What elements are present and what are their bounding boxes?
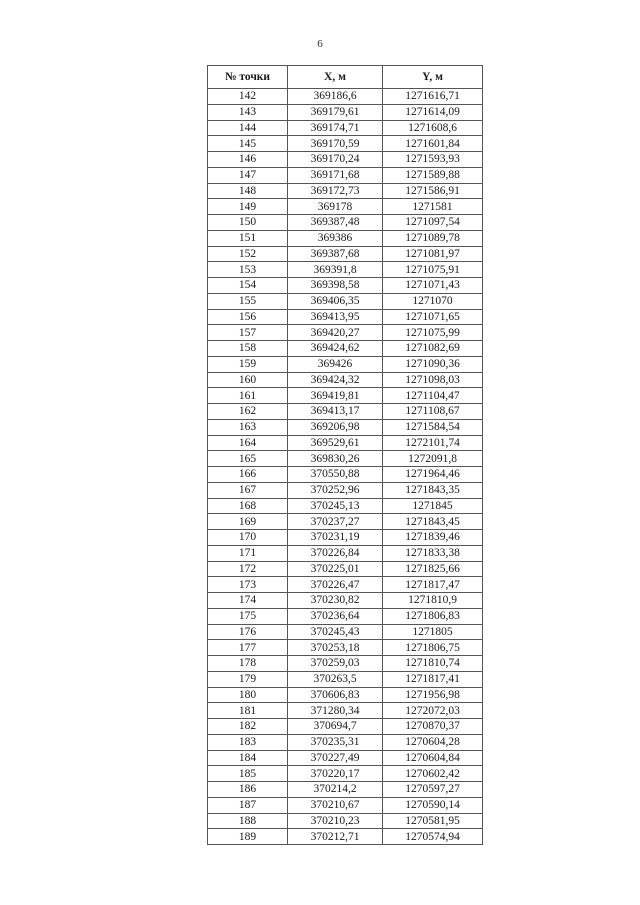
table-row	[208, 246, 483, 262]
table-row	[208, 687, 483, 703]
cell-point-number: 169	[208, 514, 288, 530]
table-row	[208, 120, 483, 136]
cell-y: 1271810,9	[383, 593, 483, 609]
table-row	[208, 230, 483, 246]
cell-y: 1271843,45	[383, 514, 483, 530]
cell-x: 370253,18	[288, 640, 383, 656]
cell-y: 1271108,67	[383, 404, 483, 420]
cell-y: 1271070	[383, 293, 483, 309]
cell-y: 1271806,75	[383, 640, 483, 656]
table-row	[208, 703, 483, 719]
cell-y: 1272091,8	[383, 451, 483, 467]
cell-y: 1271589,88	[383, 167, 483, 183]
table-row	[208, 356, 483, 372]
table-row	[208, 278, 483, 294]
cell-point-number: 165	[208, 451, 288, 467]
table-row	[208, 152, 483, 168]
cell-point-number: 151	[208, 230, 288, 246]
cell-y: 1271089,78	[383, 230, 483, 246]
table-row	[208, 734, 483, 750]
cell-y: 1271616,71	[383, 89, 483, 105]
table-row	[208, 766, 483, 782]
cell-y: 1271593,93	[383, 152, 483, 168]
table-row	[208, 498, 483, 514]
cell-point-number: 176	[208, 624, 288, 640]
cell-y: 1270574,94	[383, 829, 483, 845]
cell-point-number: 183	[208, 734, 288, 750]
cell-y: 1271601,84	[383, 136, 483, 152]
table-row	[208, 435, 483, 451]
cell-point-number: 148	[208, 183, 288, 199]
cell-x: 370225,01	[288, 561, 383, 577]
cell-x: 370210,23	[288, 813, 383, 829]
cell-point-number: 188	[208, 813, 288, 829]
table-row	[208, 388, 483, 404]
cell-point-number: 157	[208, 325, 288, 341]
table-row	[208, 167, 483, 183]
table-row	[208, 561, 483, 577]
cell-point-number: 178	[208, 656, 288, 672]
header-x: X, м	[288, 66, 383, 89]
cell-y: 1271584,54	[383, 419, 483, 435]
cell-y: 1272101,74	[383, 435, 483, 451]
cell-y: 1270604,28	[383, 734, 483, 750]
table-row	[208, 671, 483, 687]
table-row	[208, 482, 483, 498]
cell-x: 370550,88	[288, 467, 383, 483]
cell-x: 369413,95	[288, 309, 383, 325]
table-row	[208, 640, 483, 656]
table-row	[208, 577, 483, 593]
cell-x: 369387,48	[288, 215, 383, 231]
cell-y: 1271104,47	[383, 388, 483, 404]
table-row	[208, 262, 483, 278]
cell-point-number: 147	[208, 167, 288, 183]
cell-y: 1271081,97	[383, 246, 483, 262]
table-row	[208, 293, 483, 309]
cell-y: 1271833,38	[383, 545, 483, 561]
cell-x: 369386	[288, 230, 383, 246]
cell-x: 369179,61	[288, 104, 383, 120]
table-row	[208, 530, 483, 546]
cell-y: 1271956,98	[383, 687, 483, 703]
cell-point-number: 181	[208, 703, 288, 719]
cell-y: 1271075,99	[383, 325, 483, 341]
cell-x: 370263,5	[288, 671, 383, 687]
cell-x: 370694,7	[288, 719, 383, 735]
cell-point-number: 156	[208, 309, 288, 325]
cell-x: 369398,58	[288, 278, 383, 294]
table-row	[208, 89, 483, 105]
cell-x: 369172,73	[288, 183, 383, 199]
cell-y: 1270602,42	[383, 766, 483, 782]
cell-y: 1271075,91	[383, 262, 483, 278]
cell-x: 369170,59	[288, 136, 383, 152]
cell-point-number: 171	[208, 545, 288, 561]
cell-y: 1271839,46	[383, 530, 483, 546]
cell-point-number: 162	[208, 404, 288, 420]
table-row	[208, 341, 483, 357]
cell-y: 1271805	[383, 624, 483, 640]
cell-point-number: 184	[208, 750, 288, 766]
table-row	[208, 372, 483, 388]
cell-x: 370236,64	[288, 608, 383, 624]
cell-x: 370227,49	[288, 750, 383, 766]
cell-x: 369391,8	[288, 262, 383, 278]
cell-x: 369170,24	[288, 152, 383, 168]
cell-x: 369206,98	[288, 419, 383, 435]
cell-y: 1271845	[383, 498, 483, 514]
cell-y: 1271090,36	[383, 356, 483, 372]
table-row	[208, 309, 483, 325]
cell-y: 1271071,43	[383, 278, 483, 294]
table-row	[208, 215, 483, 231]
cell-point-number: 163	[208, 419, 288, 435]
cell-x: 370237,27	[288, 514, 383, 530]
cell-point-number: 143	[208, 104, 288, 120]
cell-point-number: 185	[208, 766, 288, 782]
cell-point-number: 154	[208, 278, 288, 294]
cell-point-number: 167	[208, 482, 288, 498]
table-row	[208, 404, 483, 420]
table-row	[208, 419, 483, 435]
cell-x: 370230,82	[288, 593, 383, 609]
cell-x: 369529,61	[288, 435, 383, 451]
cell-point-number: 158	[208, 341, 288, 357]
cell-x: 370235,31	[288, 734, 383, 750]
cell-y: 1271817,47	[383, 577, 483, 593]
cell-point-number: 155	[208, 293, 288, 309]
table-row	[208, 719, 483, 735]
cell-point-number: 182	[208, 719, 288, 735]
cell-y: 1271608,6	[383, 120, 483, 136]
cell-x: 370245,43	[288, 624, 383, 640]
cell-y: 1271082,69	[383, 341, 483, 357]
cell-point-number: 145	[208, 136, 288, 152]
cell-point-number: 175	[208, 608, 288, 624]
cell-point-number: 150	[208, 215, 288, 231]
header-y: Y, м	[383, 66, 483, 89]
table-header	[208, 66, 483, 89]
coordinates-table	[207, 65, 483, 845]
cell-x: 370231,19	[288, 530, 383, 546]
table-row	[208, 325, 483, 341]
cell-x: 370212,71	[288, 829, 383, 845]
cell-x: 369420,27	[288, 325, 383, 341]
cell-y: 1270597,27	[383, 782, 483, 798]
cell-x: 369424,32	[288, 372, 383, 388]
cell-point-number: 159	[208, 356, 288, 372]
table-row	[208, 750, 483, 766]
cell-x: 371280,34	[288, 703, 383, 719]
cell-point-number: 186	[208, 782, 288, 798]
cell-point-number: 153	[208, 262, 288, 278]
cell-x: 369174,71	[288, 120, 383, 136]
cell-y: 1271581	[383, 199, 483, 215]
table-row	[208, 467, 483, 483]
cell-y: 1271097,54	[383, 215, 483, 231]
cell-point-number: 179	[208, 671, 288, 687]
table-row	[208, 624, 483, 640]
cell-point-number: 170	[208, 530, 288, 546]
cell-point-number: 160	[208, 372, 288, 388]
cell-y: 1270581,95	[383, 813, 483, 829]
cell-x: 370259,03	[288, 656, 383, 672]
cell-point-number: 146	[208, 152, 288, 168]
cell-x: 369426	[288, 356, 383, 372]
cell-point-number: 166	[208, 467, 288, 483]
cell-x: 370210,67	[288, 797, 383, 813]
table-row	[208, 199, 483, 215]
cell-point-number: 142	[208, 89, 288, 105]
cell-x: 369406,35	[288, 293, 383, 309]
cell-y: 1271806,83	[383, 608, 483, 624]
cell-x: 369186,6	[288, 89, 383, 105]
cell-x: 369178	[288, 199, 383, 215]
header-row	[208, 66, 483, 89]
table-row	[208, 514, 483, 530]
cell-x: 370245,13	[288, 498, 383, 514]
table-row	[208, 656, 483, 672]
table-body	[208, 89, 483, 845]
table-row	[208, 183, 483, 199]
cell-point-number: 164	[208, 435, 288, 451]
header-point-number: № точки	[208, 66, 288, 89]
cell-x: 370220,17	[288, 766, 383, 782]
table-row	[208, 608, 483, 624]
cell-y: 1270870,37	[383, 719, 483, 735]
cell-y: 1271843,35	[383, 482, 483, 498]
cell-point-number: 168	[208, 498, 288, 514]
cell-y: 1270590,14	[383, 797, 483, 813]
cell-point-number: 149	[208, 199, 288, 215]
cell-point-number: 173	[208, 577, 288, 593]
cell-x: 370226,84	[288, 545, 383, 561]
cell-y: 1272072,03	[383, 703, 483, 719]
table-row	[208, 782, 483, 798]
cell-y: 1271825,66	[383, 561, 483, 577]
cell-point-number: 180	[208, 687, 288, 703]
cell-y: 1271964,46	[383, 467, 483, 483]
cell-y: 1271817,41	[383, 671, 483, 687]
cell-y: 1271071,65	[383, 309, 483, 325]
table-row	[208, 829, 483, 845]
cell-y: 1271810,74	[383, 656, 483, 672]
cell-y: 1271614,09	[383, 104, 483, 120]
cell-point-number: 174	[208, 593, 288, 609]
cell-x: 369387,68	[288, 246, 383, 262]
cell-point-number: 189	[208, 829, 288, 845]
cell-x: 369830,26	[288, 451, 383, 467]
cell-x: 369419,81	[288, 388, 383, 404]
cell-point-number: 152	[208, 246, 288, 262]
table-row	[208, 797, 483, 813]
cell-x: 370252,96	[288, 482, 383, 498]
cell-point-number: 161	[208, 388, 288, 404]
cell-point-number: 177	[208, 640, 288, 656]
cell-x: 369413,17	[288, 404, 383, 420]
cell-y: 1271586,91	[383, 183, 483, 199]
page-number: 6	[317, 38, 323, 50]
cell-point-number: 187	[208, 797, 288, 813]
table-row	[208, 136, 483, 152]
cell-point-number: 172	[208, 561, 288, 577]
cell-x: 369424,62	[288, 341, 383, 357]
cell-point-number: 144	[208, 120, 288, 136]
table-row	[208, 813, 483, 829]
cell-y: 1270604,84	[383, 750, 483, 766]
table-row	[208, 545, 483, 561]
cell-y: 1271098,03	[383, 372, 483, 388]
table-row	[208, 104, 483, 120]
cell-x: 369171,68	[288, 167, 383, 183]
table-row	[208, 451, 483, 467]
cell-x: 370226,47	[288, 577, 383, 593]
cell-x: 370606,83	[288, 687, 383, 703]
table-row	[208, 593, 483, 609]
cell-x: 370214,2	[288, 782, 383, 798]
